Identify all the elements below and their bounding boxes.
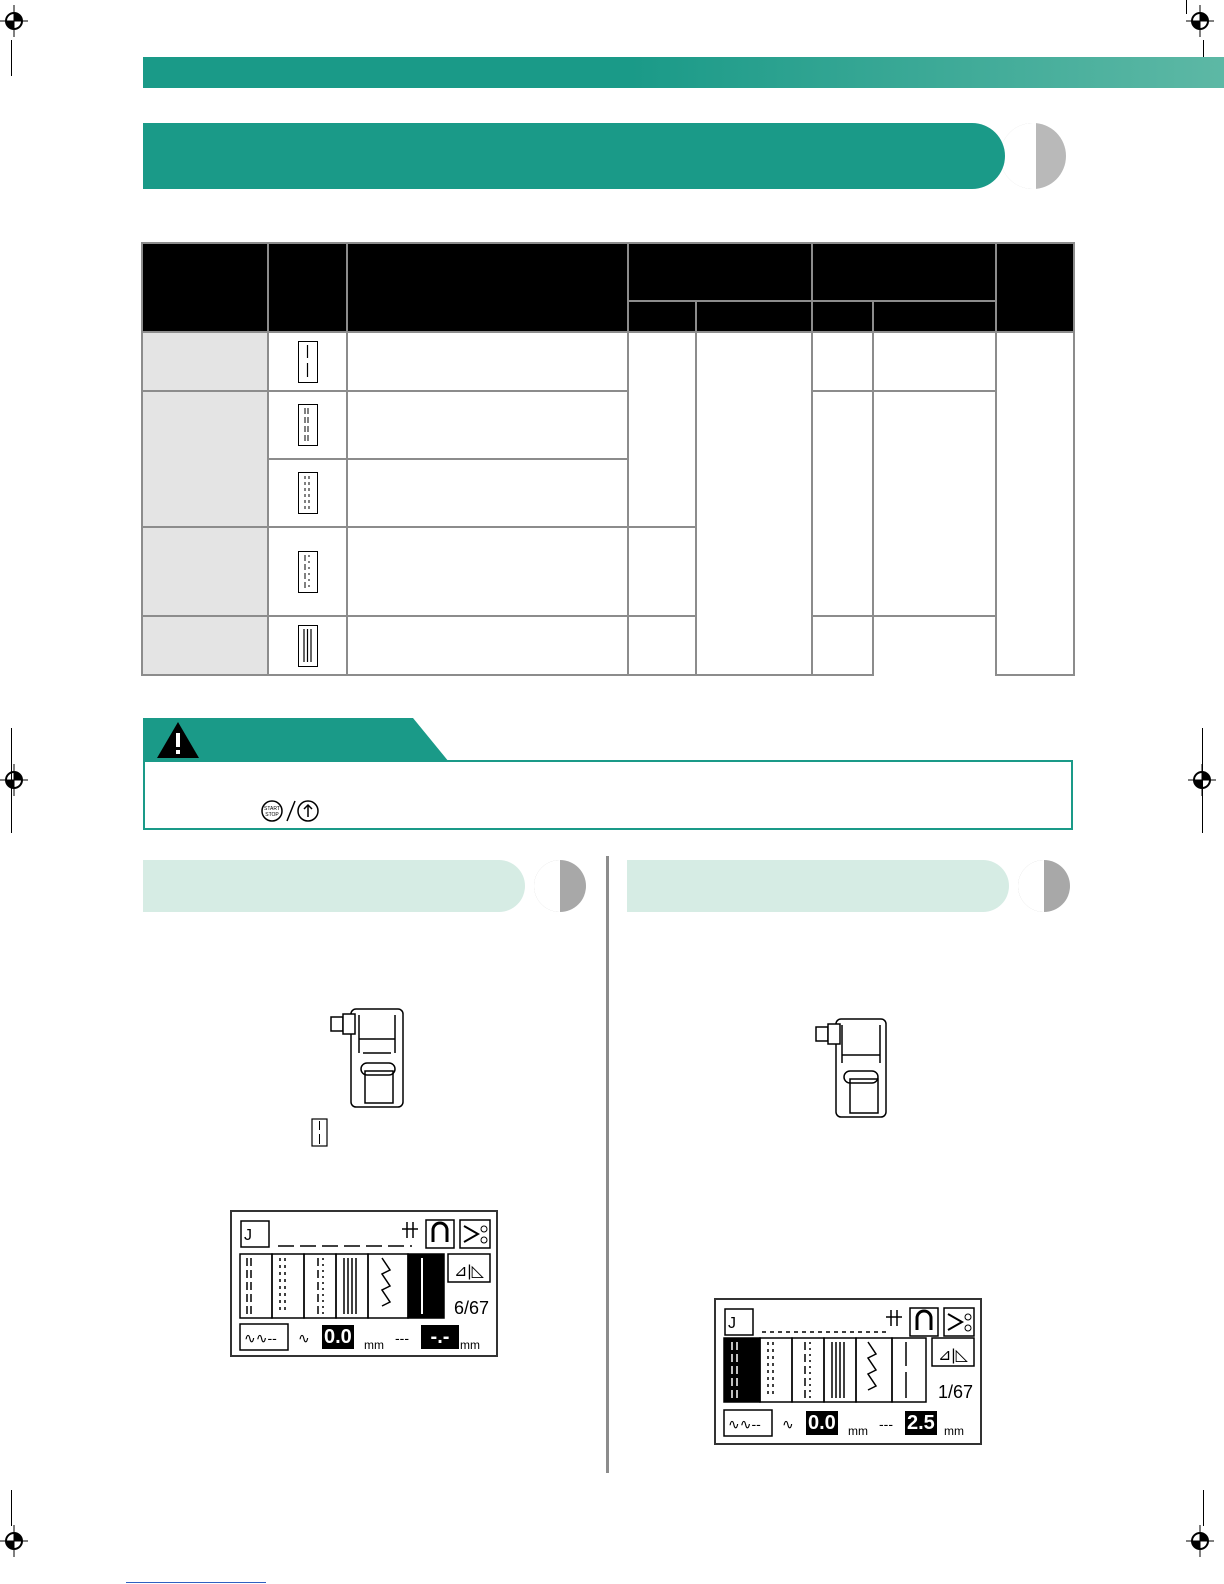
table-cell <box>812 391 873 616</box>
table-cell <box>142 391 268 527</box>
table-cell <box>268 332 347 391</box>
right-section-bar <box>627 860 1009 912</box>
needle-position-icon <box>296 799 320 828</box>
stitch-width-value: 0.0 <box>324 1326 352 1348</box>
right-section-mask <box>1018 860 1044 912</box>
table-cell <box>628 527 696 616</box>
start-stop-icon <box>260 799 284 828</box>
table-header-cell <box>268 243 347 332</box>
registration-mark-top-right <box>1186 5 1222 41</box>
table-cell <box>347 527 628 616</box>
single-straight-icon <box>311 1118 329 1153</box>
pattern-number: 6/67 <box>454 1298 490 1318</box>
table-cell <box>812 616 873 675</box>
table-cell <box>347 459 628 527</box>
presser-foot-illustration <box>325 1005 410 1115</box>
crop-line <box>11 40 12 76</box>
registration-mark-top-left <box>0 5 36 41</box>
table-row <box>142 391 1074 459</box>
table-header-cell <box>628 243 812 301</box>
table-cell <box>268 527 347 616</box>
svg-text:J: J <box>244 1227 252 1244</box>
double-dotted-icon <box>298 472 318 514</box>
svg-text:START: START <box>264 806 280 812</box>
svg-text:STOP: STOP <box>265 812 279 818</box>
table-cell <box>268 391 347 459</box>
table-cell <box>347 332 628 391</box>
table-cell <box>268 616 347 675</box>
section-title-bar <box>143 123 1005 189</box>
triple-straight-icon <box>298 625 318 667</box>
lcd-screen-right <box>714 1298 982 1445</box>
left-section-mask <box>534 860 560 912</box>
table-row <box>142 332 1074 391</box>
stitch-length-value: 2.5 <box>907 1412 935 1434</box>
table-cell <box>142 332 268 391</box>
crop-line <box>1202 728 1203 833</box>
table-cell <box>873 332 996 391</box>
crop-line <box>1186 0 1187 14</box>
stitch-width-unit: mm <box>848 1424 868 1438</box>
mixed-straight-icon <box>298 551 318 593</box>
svg-text:∿: ∿ <box>782 1416 794 1432</box>
table-cell <box>142 527 268 616</box>
stitch-width-unit: mm <box>364 1338 384 1352</box>
stitch-length-unit: mm <box>460 1338 480 1352</box>
table-header-cell <box>812 301 873 332</box>
table-cell <box>268 459 347 527</box>
stitch-table <box>141 242 1075 676</box>
single-straight-icon <box>298 341 318 383</box>
stitch-length-value: -.- <box>421 1325 459 1349</box>
table-cell <box>347 616 628 675</box>
stitch-width-value: 0.0 <box>808 1412 836 1434</box>
svg-text:⊿|◺: ⊿|◺ <box>938 1347 968 1364</box>
bottom-link-line <box>126 1582 266 1583</box>
lcd-graphics <box>716 1300 980 1443</box>
table-header-cell <box>628 301 696 332</box>
registration-mark-mid-right <box>1188 764 1224 800</box>
table-cell <box>996 332 1074 675</box>
svg-text:---: --- <box>879 1416 893 1432</box>
title-decoration-mask <box>1000 123 1036 189</box>
chapter-header-bar <box>143 57 1224 88</box>
table-cell <box>628 332 696 527</box>
column-divider <box>606 856 609 1473</box>
pattern-number: 1/67 <box>938 1382 974 1402</box>
svg-text:∿∿--: ∿∿-- <box>244 1330 277 1346</box>
warning-triangle-icon <box>155 720 201 765</box>
svg-text:---: --- <box>395 1330 409 1346</box>
svg-text:J: J <box>728 1315 736 1332</box>
table-header-cell <box>347 243 628 332</box>
table-header-cell <box>812 243 996 301</box>
lcd-screen-left <box>230 1210 498 1357</box>
table-cell <box>628 616 696 675</box>
crop-line <box>1203 1490 1204 1526</box>
table-cell <box>347 391 628 459</box>
table-cell <box>812 332 873 391</box>
table-cell <box>142 616 268 675</box>
table-header-cell <box>696 301 812 332</box>
svg-text:⊿|◺: ⊿|◺ <box>454 1263 484 1280</box>
registration-mark-bottom-left <box>0 1525 36 1561</box>
table-cell <box>873 391 996 616</box>
presser-foot-j-icon <box>241 1221 269 1247</box>
table-row <box>142 616 1074 675</box>
crop-line <box>11 728 12 833</box>
table-header-cell <box>873 301 996 332</box>
twin-needle-icon <box>402 1222 418 1238</box>
left-section-bar <box>143 860 525 912</box>
table-header-cell <box>996 243 1074 332</box>
registration-mark-mid-left <box>0 764 36 800</box>
crop-line <box>11 1490 12 1526</box>
registration-mark-bottom-right <box>1186 1525 1222 1561</box>
svg-text:∿: ∿ <box>298 1330 310 1346</box>
svg-text:∿∿--: ∿∿-- <box>728 1416 761 1432</box>
presser-foot-illustration <box>810 1015 890 1125</box>
stitch-length-unit: mm <box>944 1424 964 1438</box>
table-cell <box>696 332 812 675</box>
table-header-cell <box>142 243 268 332</box>
double-straight-icon <box>298 404 318 446</box>
